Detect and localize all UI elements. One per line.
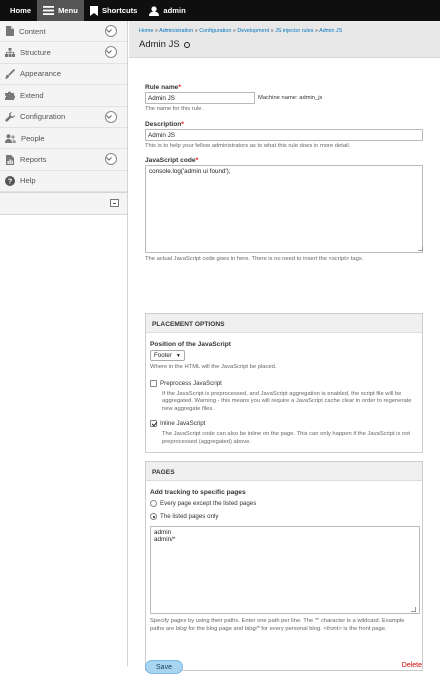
inline-row [150,420,418,427]
position-select[interactable] [150,350,185,361]
file-icon [5,26,14,36]
page-header [129,21,440,58]
toolbar-user[interactable] [143,0,191,21]
rule-name-group [145,84,425,114]
radio-except-label[interactable]: Every page except the listed pages [160,500,257,507]
breadcrumb-separator: » [270,28,274,34]
placement-options-legend: PLACEMENT OPTIONS [146,314,422,333]
sidebar-item-label: Reports [20,155,47,165]
pages-fieldset [145,461,423,671]
js-code-help: The actual JavaScript code goes in here. There is no need to insert the <script> tags. [145,256,364,262]
admin-toolbar [0,0,440,21]
rule-name-input[interactable] [145,92,255,104]
toolbar-home[interactable] [0,0,37,21]
sidebar-item-label: Help [20,176,36,186]
sidebar-item-label: Content [19,26,46,36]
help-icon [5,176,15,186]
js-code-label: JavaScript code* [145,157,199,164]
description-help: This is to help your fellow administrators as to what this rule does in more detail. [145,143,351,149]
sidebar-item-label: Extend [20,90,44,100]
sidebar-footer [0,193,127,215]
radio-except[interactable] [150,500,157,507]
preprocess-label[interactable]: Preprocess JavaScript [160,379,222,387]
chevron-down-icon[interactable] [105,25,117,37]
js-code-textarea[interactable] [145,165,423,253]
radio-except-row [150,500,418,507]
preprocess-checkbox[interactable] [150,380,157,387]
toolbar-user-label: admin [163,6,186,15]
toolbar-shortcuts[interactable] [84,0,143,21]
bookmark-icon [90,6,98,16]
people-icon [5,134,16,143]
radio-only-row [150,513,418,520]
toolbar-menu[interactable] [37,0,84,21]
paintbrush-icon [5,69,15,79]
hamburger-icon [43,6,54,15]
main-content [129,21,440,671]
breadcrumb [139,28,440,34]
chart-icon [5,155,15,165]
sidebar-item-appearance[interactable] [0,64,127,85]
tracking-label: Add tracking to specific pages [150,489,246,496]
sidebar-item-content[interactable] [0,21,127,42]
breadcrumb-link[interactable]: Development [237,28,270,34]
chevron-down-icon[interactable] [105,46,117,58]
shortcut-star-icon[interactable] [184,42,190,48]
position-help: Where in the HTML will the JavaScript be placed. [150,364,277,370]
page-title-text: Admin JS [139,39,180,50]
resize-handle[interactable] [418,246,423,251]
machine-name: Machine name: admin_js [258,95,323,101]
chevron-down-icon[interactable] [105,153,117,165]
breadcrumb-separator: » [154,28,158,34]
radio-only-label[interactable]: The listed pages only [160,513,219,520]
wrench-icon [5,112,15,122]
collapse-sidebar-icon[interactable] [110,199,119,207]
admin-menu [0,21,127,193]
sidebar-item-configuration[interactable] [0,107,127,128]
pages-textarea[interactable] [150,526,420,614]
breadcrumb-link[interactable]: Admin JS [319,28,343,34]
sidebar-item-structure[interactable] [0,42,127,63]
inline-label[interactable]: Inline JavaScript [160,420,206,427]
rule-name-description: The name for this rule. [145,106,203,112]
svg-text:?: ? [7,176,13,186]
preprocess-row [150,380,418,387]
sidebar-item-label: People [21,133,45,143]
breadcrumb-link[interactable]: JS injector rules [275,28,314,34]
pages-legend: PAGES [146,462,422,481]
inline-help: The JavaScript code can also be inline on the page. This can only happen if the JavaScript is not preprocessed (aggregated) above. [162,431,411,445]
save-button[interactable]: Save [145,660,183,674]
sidebar-item-people[interactable] [0,128,127,149]
sidebar-item-reports[interactable] [0,149,127,170]
description-input[interactable] [145,129,423,141]
sidebar-item-help[interactable] [0,171,127,192]
radio-only[interactable] [150,513,157,520]
user-icon [149,6,159,16]
sidebar-item-label: Structure [20,48,51,58]
breadcrumb-link[interactable]: Administration [159,28,194,34]
sidebar-item-label: Configuration [20,112,66,122]
admin-sidebar [0,21,128,666]
toolbar-shortcuts-label: Shortcuts [101,6,138,15]
breadcrumb-separator: » [232,28,236,34]
preprocess-help: If the JavaScript is preprocessed, and JavaScript aggregation is enabled, the script file will be aggregated. Warning - this means you will require a JavaScript cache clear in order to regenerate new aggregate files. [162,390,412,412]
pages-help: Specify pages by using their paths. Enter one path per line. The '*' character is a wildcard. Example paths are blog for the blog page and blog/* for every personal blog. <front> is the front page. [150,618,405,632]
puzzle-icon [5,91,15,100]
position-label: Position of the JavaScript [150,341,231,348]
description-group [145,121,425,151]
breadcrumb-link[interactable]: Configuration [199,28,232,34]
select-arrow-icon: ▼ [175,352,181,359]
page-title [139,39,440,50]
description-label: Description* [145,121,184,128]
placement-options-fieldset [145,313,423,453]
chevron-down-icon[interactable] [105,111,117,123]
js-code-group [145,157,425,264]
sidebar-item-extend[interactable] [0,85,127,106]
toolbar-home-label: Home [10,6,32,15]
resize-handle[interactable] [411,607,416,612]
breadcrumb-separator: » [314,28,318,34]
inline-checkbox[interactable] [150,420,157,427]
rule-name-label: Rule name* [145,84,181,91]
sitemap-icon [5,48,15,57]
sidebar-item-label: Appearance [20,69,61,79]
position-select-value: Footer [154,352,172,359]
breadcrumb-separator: » [194,28,198,34]
breadcrumb-link[interactable]: Home [139,28,154,34]
toolbar-menu-label: Menu [58,6,78,15]
delete-link[interactable]: Delete [401,662,422,669]
